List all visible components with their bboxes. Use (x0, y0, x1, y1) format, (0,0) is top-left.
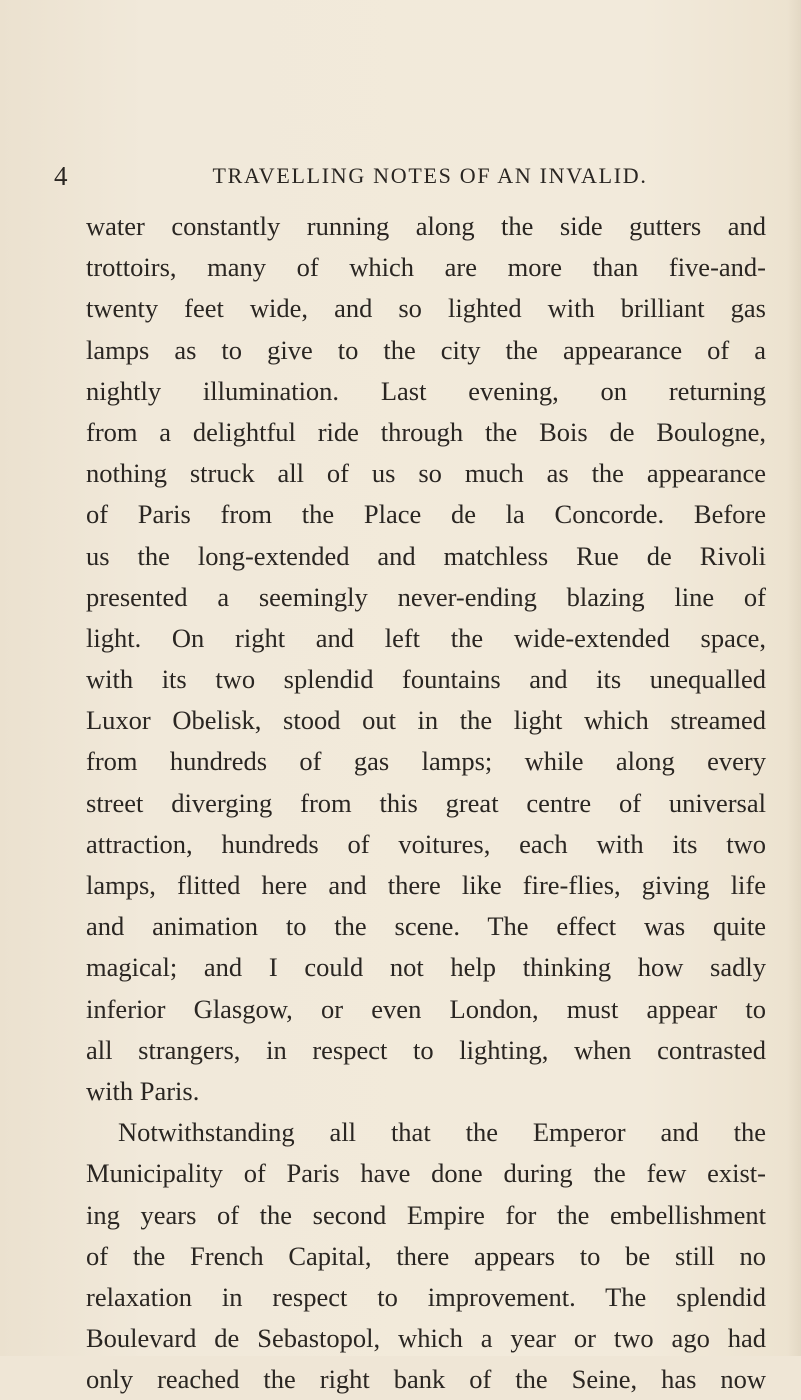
text-line: lamps, flitted here and there like fire-flies, giving life (86, 870, 766, 900)
text-line: of Paris from the Place de la Concorde. Before (86, 499, 766, 530)
text-line: inferior Glasgow, or even London, must appear to (86, 993, 766, 1024)
paragraph-start-line: Notwithstanding all that the Emperor and the (118, 1117, 766, 1148)
page-number: 4 (54, 161, 68, 191)
text-line: nightly illumination. Last evening, on returning (86, 375, 766, 406)
text-line: magical; and I could not help thinking how sadly (86, 952, 766, 983)
running-title: TRAVELLING NOTES OF AN INVALID. (212, 163, 648, 188)
text-line: lamps as to give to the city the appearance of a (86, 334, 766, 365)
text-line: presented a seemingly never-ending blazing line of (86, 581, 766, 612)
text-line: only reached the right bank of the Seine, has now (86, 1364, 766, 1395)
body-text (86, 206, 766, 1400)
text-line: Luxor Obelisk, stood out in the light which streamed (86, 705, 766, 736)
text-line: light. On right and left the wide-extended space, (86, 622, 766, 653)
text-line: street diverging from this great centre of universal (86, 787, 766, 818)
text-line: from a delightful ride through the Bois de Boulogne, (86, 416, 766, 447)
text-line: twenty feet wide, and so lighted with brilliant gas (86, 293, 766, 324)
text-line: Boulevard de Sebastopol, which a year or two ago had (86, 1323, 766, 1354)
text-line: attraction, hundreds of voitures, each with its two (86, 828, 766, 859)
text-line: ing years of the second Empire for the embellishment (86, 1199, 766, 1230)
text-line: trottoirs, many of which are more than five-and- (86, 252, 766, 283)
text-line: from hundreds of gas lamps; while along every (86, 746, 766, 777)
page-header (0, 158, 801, 198)
text-line: all strangers, in respect to lighting, when contrasted (86, 1034, 766, 1065)
page-edge-shadow (787, 0, 801, 1356)
text-line: and animation to the scene. The effect was quite (86, 911, 766, 942)
text-line: nothing struck all of us so much as the appearance (86, 458, 766, 489)
text-line: water constantly running along the side gutters and (86, 211, 766, 241)
text-line: us the long-extended and matchless Rue de Rivoli (86, 540, 766, 571)
text-line: with its two splendid fountains and its unequalled (86, 664, 766, 695)
text-line: of the French Capital, there appears to be still no (86, 1240, 766, 1271)
text-line: Municipality of Paris have done during the few exist- (86, 1158, 766, 1189)
text-line: relaxation in respect to improvement. The splendid (86, 1281, 766, 1312)
paragraph-end-line: with Paris. (86, 1075, 200, 1106)
